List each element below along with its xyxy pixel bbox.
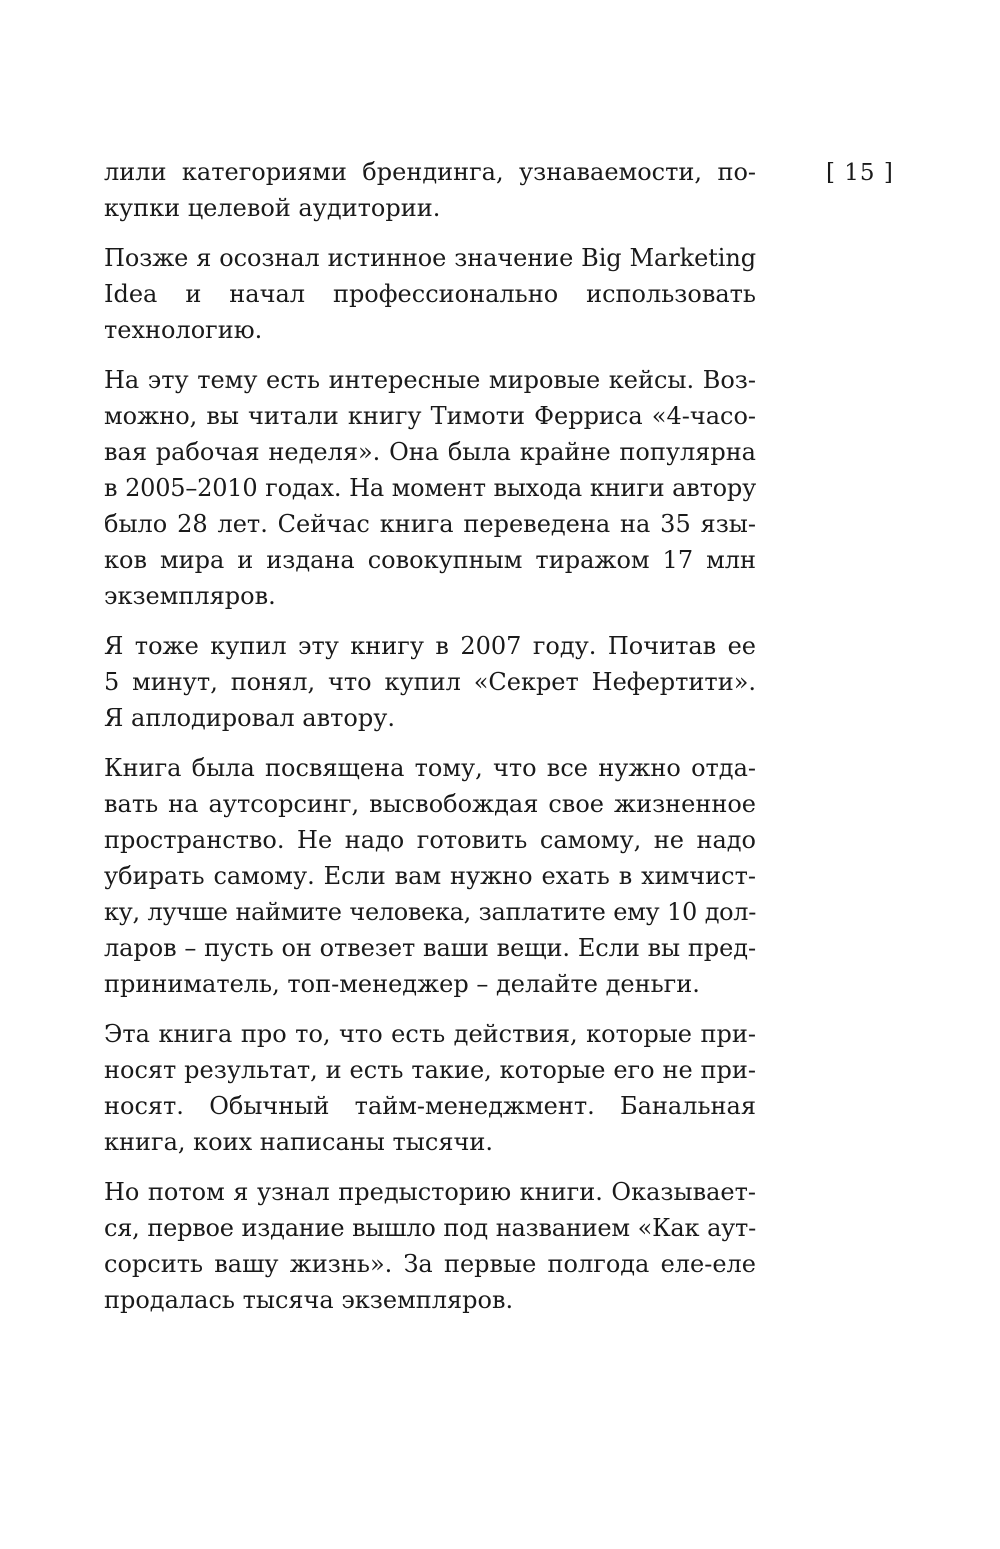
text-line: в 2005–2010 годах. На момент выхода книги автору	[104, 474, 756, 502]
text-line: Я тоже купил эту книгу в 2007 году. Почитав ее	[104, 632, 756, 660]
text-line: Idea и начал профессионально использовать	[104, 280, 756, 308]
text-line: вать на аутсорсинг, высвобождая свое жизненное	[104, 790, 756, 818]
paragraph	[104, 362, 756, 614]
paragraph	[104, 750, 756, 1002]
text-line: Позже я осознал истинное значение Big Marketing	[104, 244, 756, 272]
text-line: Но потом я узнал предысторию книги. Оказывает-	[104, 1178, 756, 1206]
paragraph	[104, 628, 756, 736]
text-line: продалась тысяча экземпляров.	[104, 1286, 514, 1314]
page-number: [ 15 ]	[826, 160, 894, 186]
text-line: сорсить вашу жизнь». За первые полгода еле-еле	[104, 1250, 756, 1278]
text-line: ку, лучше наймите человека, заплатите ему 10 дол-	[104, 898, 756, 926]
text-line: технологию.	[104, 316, 263, 344]
body-text	[104, 154, 756, 1318]
text-line: пространство. Не надо готовить самому, не надо	[104, 826, 756, 854]
text-line: ков мира и издана совокупным тиражом 17 млн	[104, 546, 756, 574]
text-line: ларов – пусть он отвезет ваши вещи. Если вы пред-	[104, 934, 756, 962]
text-line: можно, вы читали книгу Тимоти Ферриса «4-часо-	[104, 402, 756, 430]
text-line: лили категориями брендинга, узнаваемости, по-	[104, 158, 756, 186]
text-line: носят результат, и есть такие, которые его не при-	[104, 1056, 756, 1084]
text-line: Эта книга про то, что есть действия, которые при-	[104, 1020, 756, 1048]
text-line: приниматель, топ-менеджер – делайте деньги.	[104, 970, 700, 998]
text-line: купки целевой аудитории.	[104, 194, 441, 222]
text-line: 5 минут, понял, что купил «Секрет Нефертити».	[104, 668, 756, 696]
text-line: было 28 лет. Сейчас книга переведена на 35 язы-	[104, 510, 756, 538]
paragraph	[104, 1174, 756, 1318]
text-line: ся, первое издание вышло под названием «Как аут-	[104, 1214, 756, 1242]
text-line: На эту тему есть интересные мировые кейсы. Воз-	[104, 366, 756, 394]
text-line: Книга была посвящена тому, что все нужно отда-	[104, 754, 756, 782]
text-line: книга, коих написаны тысячи.	[104, 1128, 493, 1156]
text-line: вая рабочая неделя». Она была крайне популярна	[104, 438, 756, 466]
paragraph	[104, 154, 756, 226]
text-line: убирать самому. Если вам нужно ехать в химчист-	[104, 862, 756, 890]
paragraph	[104, 1016, 756, 1160]
text-line: носят. Обычный тайм-менеджмент. Банальная	[104, 1092, 756, 1120]
text-line: Я аплодировал автору.	[104, 704, 395, 732]
paragraph	[104, 240, 756, 348]
text-line: экземпляров.	[104, 582, 276, 610]
